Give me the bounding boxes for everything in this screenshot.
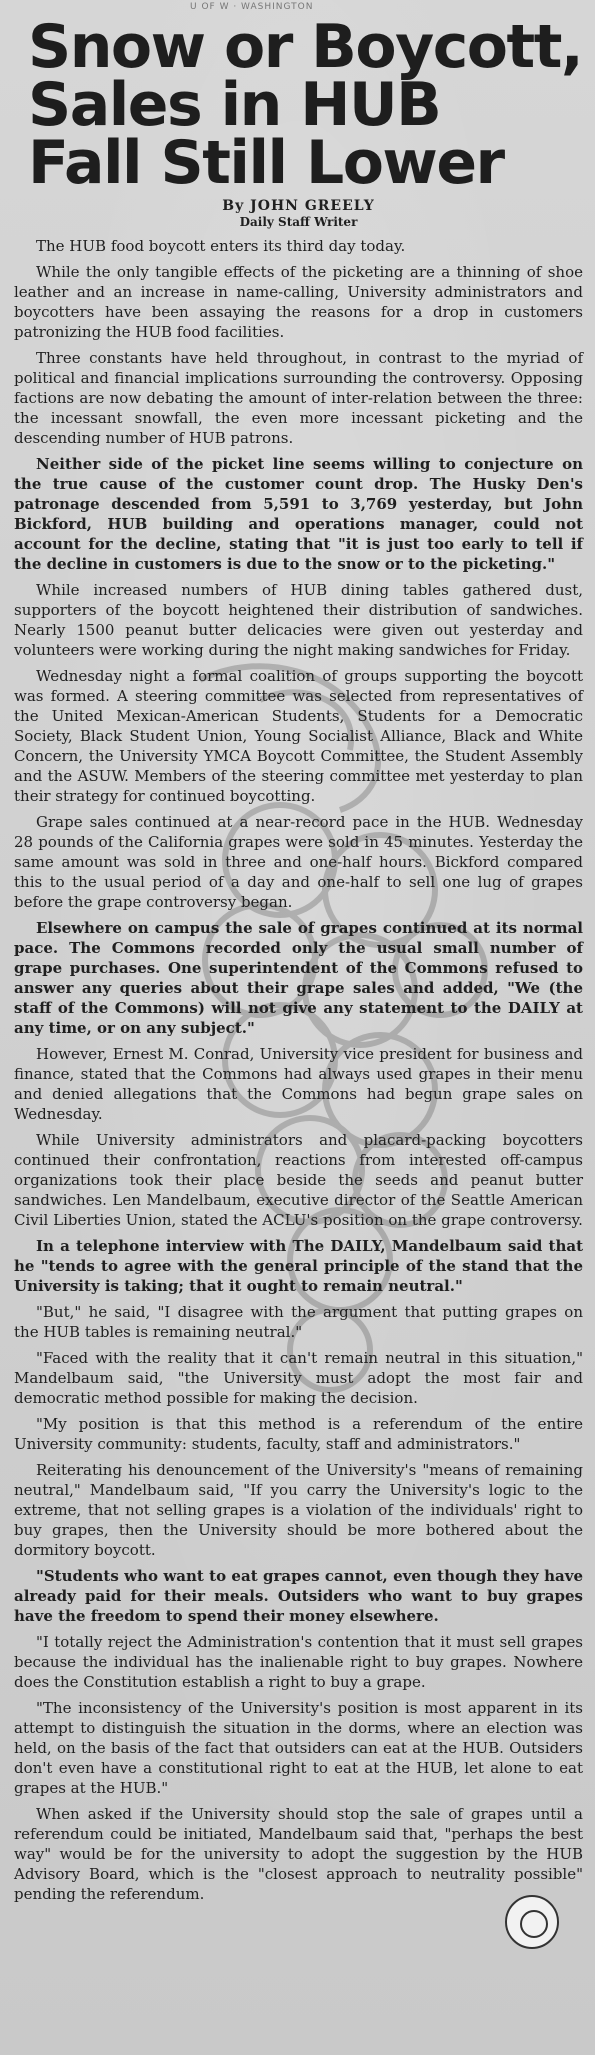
headline: [28, 12, 583, 198]
article-paragraph: "Faced with the reality that it can't remain neutral in this situation," Mandelbaum said, "the University must adopt the most fair and democratic method possible for making the decision.: [14, 1349, 583, 1407]
author-name: By JOHN GREELY: [222, 198, 375, 214]
byline: [14, 198, 583, 230]
article-paragraph: Grape sales continued at a near-record pace in the HUB. Wednesday 28 pounds of the California grapes were sold in 45 minutes. Yesterday the same amount was sold in three and one-half hours. Bickford compared this to the usual period of a day and one-half to sell one lug of grapes before the grape controversy began.: [14, 813, 583, 911]
article-paragraph: "The inconsistency of the University's position is most apparent in its attempt to distinguish the situation in the dorms, where an election was held, on the basis of the fact that outsiders can eat at the HUB. Outsiders don't even have a constitutional right to eat at the HUB, let alone to eat grapes at the HUB.": [14, 1699, 583, 1797]
article-paragraph: "But," he said, "I disagree with the argument that putting grapes on the HUB tables is remaining neutral.": [14, 1303, 583, 1341]
headline-line: Snow or Boycott,: [28, 12, 583, 82]
library-stamp: U OF W · WASHINGTON: [190, 2, 314, 12]
author-title: Daily Staff Writer: [239, 215, 358, 229]
archive-seal-icon: [505, 1895, 559, 1949]
headline-line: Sales in HUB: [28, 70, 441, 140]
article-paragraph: "Students who want to eat grapes cannot, even though they have already paid for their meals. Outsiders who want to buy grapes have the freedom to spend their money elsewhere.: [14, 1567, 583, 1625]
article-paragraph: While increased numbers of HUB dining tables gathered dust, supporters of the boycott heightened their distribution of sandwiches. Nearly 1500 peanut butter delicacies were given out yesterday and volunteers were working during the night making sandwiches for Friday.: [14, 581, 583, 659]
article-paragraph: Three constants have held throughout, in contrast to the myriad of political and financial implications surrounding the controversy. Opposing factions are now debating the amount of inter-relation between the three: the incessant snowfall, the even more incessant picketing and the descending number of HUB patrons.: [14, 349, 583, 447]
article-body: [14, 236, 583, 1904]
article-paragraph: "I totally reject the Administration's contention that it must sell grapes because the individual has the inalienable right to buy grapes. Nowhere does the Constitution establish a right to buy a grape.: [14, 1633, 583, 1691]
article-paragraph: Elsewhere on campus the sale of grapes continued at its normal pace. The Commons recorded only the usual small number of grape purchases. One superintendent of the Commons refused to answer any queries about their grape sales and added, "We (the staff of the Commons) will not give any statement to the DAILY at any time, or on any subject.": [14, 919, 583, 1037]
article-paragraph: Neither side of the picket line seems willing to conjecture on the true cause of the customer count drop. The Husky Den's patronage descended from 5,591 to 3,769 yesterday, but John Bickford, HUB building and operations manager, could not account for the decline, stating that "it is just too early to tell if the decline in customers is due to the snow or to the picketing.": [14, 455, 583, 573]
article-paragraph: The HUB food boycott enters its third day today.: [36, 237, 406, 255]
article-paragraph: In a telephone interview with The DAILY, Mandelbaum said that he "tends to agree with the general principle of the stand that the University is taking; that it ought to remain neutral.": [14, 1237, 583, 1295]
article-paragraph: When asked if the University should stop the sale of grapes until a referendum could be initiated, Mandelbaum said that, "perhaps the best way" would be for the university to adopt the suggestion by the HUB Advisory Board, which is the "closest approach to neutrality possible" pending the referendum.: [14, 1805, 583, 1903]
article-paragraph: While the only tangible effects of the picketing are a thinning of shoe leather and an increase in name-calling, University administrators and boycotters have been assaying the reasons for a drop in customers patronizing the HUB food facilities.: [14, 263, 583, 341]
article-paragraph: Wednesday night a formal coalition of groups supporting the boycott was formed. A steering committee was selected from representatives of the United Mexican-American Students, Students for a Democratic Society, Black Student Union, Young Socialist Alliance, Black and White Concern, the University YMCA Boycott Committee, the Student Assembly and the ASUW. Members of the steering committee met yesterday to plan their strategy for continued boycotting.: [14, 667, 583, 805]
headline-line: Fall Still Lower: [28, 128, 504, 198]
article-paragraph: However, Ernest M. Conrad, University vice president for business and finance, stated that the Commons had always used grapes in their menu and denied allegations that the Commons had begun grape sales on Wednesday.: [14, 1045, 583, 1123]
article-paragraph: While University administrators and placard-packing boycotters continued their confrontation, reactions from interested off-campus organizations took their place beside the seeds and peanut butter sandwiches. Len Mandelbaum, executive director of the Seattle American Civil Liberties Union, stated the ACLU's position on the grape controversy.: [14, 1131, 583, 1229]
article-paragraph: "My position is that this method is a referendum of the entire University community: students, faculty, staff and administrators.": [14, 1415, 583, 1453]
article-paragraph: Reiterating his denouncement of the University's "means of remaining neutral," Mandelbaum said, "If you carry the University's logic to the extreme, that not selling grapes is a violation of the individuals' right to buy grapes, then the University should be more bothered about the dormitory boycott.: [14, 1461, 583, 1559]
